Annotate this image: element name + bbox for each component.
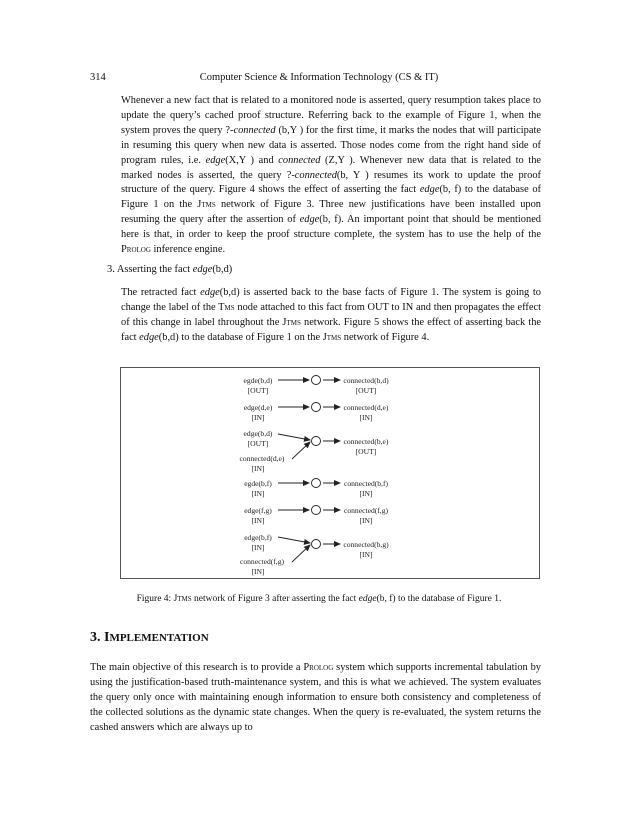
paragraph-query-resumption: Whenever a new fact that is related to a monitored node is asserted, query resumption takes place to update the query’s cached proof structure. Referring back to the example of Figure 1, when the system proves the query ?-connected (b,Y ) for the first time, it marks the nodes that will participate in resuming this query when new data is asserted. Those nodes come from the right hand side of program rules, i.e. edge(X,Y ) and connected (Z,Y ). Whenever new data that is related to the marked nodes is asserted, the query ?-connected(b, Y ) resumes its work to update the proof structure of the query. Figure 4 shows the effect of asserting the fact edge(b, f) to the database of Figure 1 on the Jtms network of Figure 3. Three new justifications have been installed upon resuming the query after the assertion of edge(b, f). An important point that should be mentioned here is that, in order to keep the proof structure complete, the system has to use the help of the Prolog inference engine. xyxy=(121,95,542,256)
left-node-name: edge(b,f) xyxy=(244,533,272,542)
left-node-name: connected(f,g) xyxy=(239,557,285,566)
right-node-name: connected(b,d) xyxy=(343,376,389,385)
left-node-name: edge(b,d) xyxy=(243,429,273,438)
left-node-name: egde(b,d) xyxy=(243,376,273,385)
right-node-name: connected(b,f) xyxy=(343,479,389,488)
list-item-asserting-fact: 3. Asserting the fact edge(b,d) xyxy=(107,264,233,275)
left-node-label: [IN] xyxy=(251,516,265,525)
left-node-label: [IN] xyxy=(251,543,265,552)
figure-caption: Figure 4: Jtms network of Figure 3 after asserting the fact edge(b, f) to the database of Figure 1. xyxy=(136,594,502,604)
left-node-name: edge(d,e) xyxy=(243,403,273,412)
right-node-name: connected(f,g) xyxy=(343,506,389,515)
left-node-label: [IN] xyxy=(251,413,265,422)
section-heading: 3. IMPLEMENTATION xyxy=(90,630,209,645)
right-node-label: [OUT] xyxy=(355,447,377,456)
left-node-label: [OUT] xyxy=(247,386,269,395)
left-node-name: edge(f,g) xyxy=(244,506,272,515)
left-node-label: [IN] xyxy=(251,489,265,498)
running-header: Computer Science & Information Technology (CS & IT) xyxy=(199,72,439,83)
left-node-label: [IN] xyxy=(251,567,265,576)
right-node-label: [IN] xyxy=(359,516,373,525)
right-node-name: connected(b,e) xyxy=(343,437,389,446)
right-node-name: connected(b,g) xyxy=(343,540,389,549)
page-number: 314 xyxy=(90,72,106,83)
left-node-label: [IN] xyxy=(251,464,265,473)
paragraph-assert-back: The retracted fact edge(b,d) is asserted back to the base facts of Figure 1. The system is going to change the label of the Tms node attached to this fact from OUT to IN and then propagates the effect of this change in label throughout the Jtms network. Figure 5 shows the effect of asserting back the fact edge(b,d) to the database of Figure 1 on the Jtms network of Figure 4. xyxy=(121,287,541,343)
left-node-name: egde(b,f) xyxy=(244,479,272,488)
left-node-name: connected(d,e) xyxy=(239,454,285,463)
right-node-label: [IN] xyxy=(359,413,373,422)
right-node-name: connected(d,e) xyxy=(343,403,389,412)
right-node-label: [OUT] xyxy=(355,386,377,395)
right-node-label: [IN] xyxy=(359,489,373,498)
paragraph-implementation: The main objective of this research is to provide a Prolog system which supports incremental tabulation by using the justification-based truth-maintenance system, and this is what we achieved. The system evaluates the query only once with maintaining enough information to ensure both consistency and completeness of the collected solutions as the dynamic state changes. When the query is re-evaluated, the system returns the cashed answers which are always up to xyxy=(90,662,541,733)
left-node-label: [OUT] xyxy=(247,439,269,448)
right-node-label: [IN] xyxy=(359,550,373,559)
